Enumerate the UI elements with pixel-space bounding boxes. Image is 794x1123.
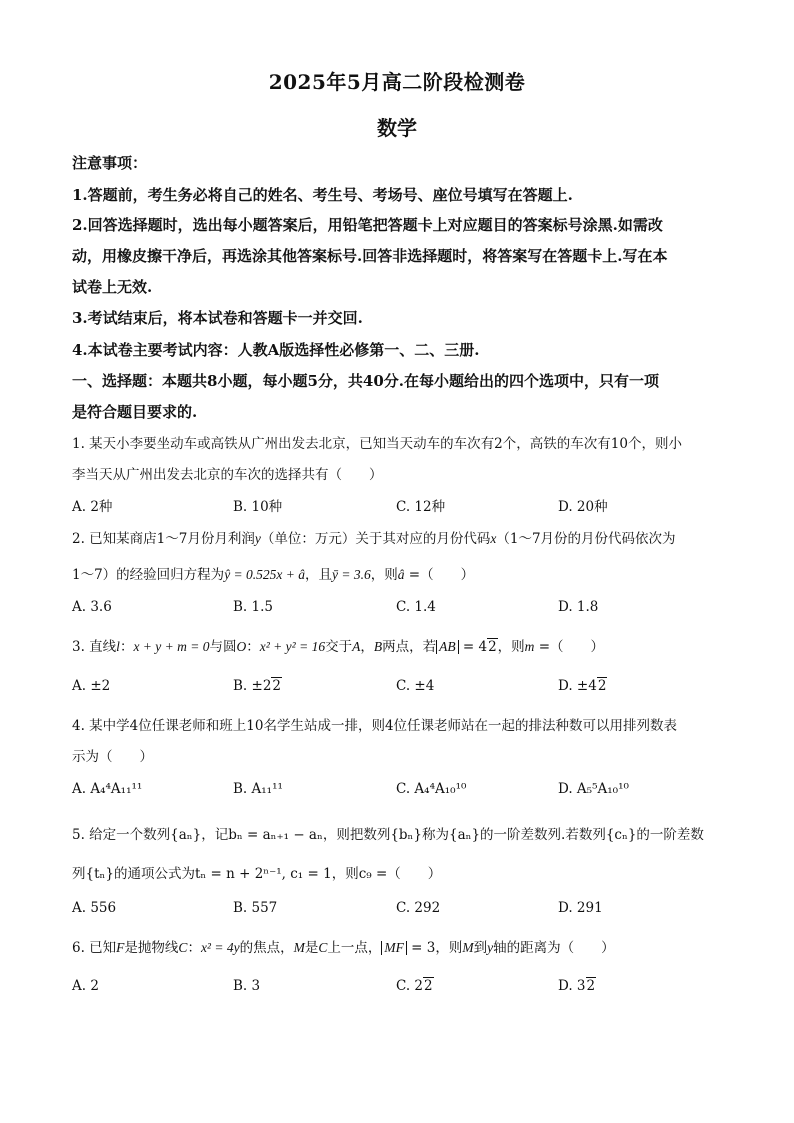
notice-line-1: 1.答题前，考生务必将自己的姓名、考生号、考场号、座位号填写在答题上. xyxy=(72,186,573,204)
q3-option-b: B. ±22 xyxy=(233,678,281,694)
q6-option-a: A. 2 xyxy=(72,978,99,994)
q2-stem-line-1: 2. 已知某商店1～7月份月利润y（单位：万元）关于其对应的月份代码x（1～7月份的月份代码依次为 xyxy=(72,531,676,547)
q5-stem-line-2: 列{tₙ}的通项公式为tₙ = n + 2ⁿ⁻¹, c₁ = 1，则c₉ =（ ） xyxy=(72,866,442,882)
notice-line-4: 4.本试卷主要考试内容：人教A版选择性必修第一、二、三册. xyxy=(72,341,480,359)
q2-option-d: D. 1.8 xyxy=(558,599,599,615)
q3-option-d: D. ±42 xyxy=(558,678,607,694)
section-heading-line-2: 是符合题目要求的. xyxy=(72,403,198,421)
q2-regression-equation: ŷ = 0.525x + â xyxy=(224,567,306,582)
subject-title: 数学 xyxy=(377,116,417,140)
q2-mean-y: ȳ = 3.6 xyxy=(332,567,371,582)
q5-option-c: C. 292 xyxy=(396,900,441,916)
q2-option-c: C. 1.4 xyxy=(396,599,436,615)
q1-option-d: D. 20种 xyxy=(558,499,608,515)
q6-option-c: C. 22 xyxy=(396,978,433,994)
notice-line-3: 3.考试结束后，将本试卷和答题卡一并交回. xyxy=(72,309,363,327)
q1-stem-line-2: 李当天从广州出发去北京的车次的选择共有（ ） xyxy=(72,467,383,483)
q2-option-a: A. 3.6 xyxy=(72,599,112,615)
notice-line-2b: 动，用橡皮擦干净后，再选涂其他答案标号.回答非选择题时，将答案写在答题卡上.写在本 xyxy=(72,247,668,265)
notice-line-2a: 2.回答选择题时，选出每小题答案后，用铅笔把答题卡上对应题目的答案标号涂黑.如需改 xyxy=(72,216,663,234)
q4-option-d: D. A₅⁵A₁₀¹⁰ xyxy=(558,781,629,797)
q3-stem: 3. 直线l：x + y + m = 0与圆O：x² + y² = 16交于A，B两点，若 AB = 42，则m =（ ） xyxy=(72,639,605,655)
q5-option-a: A. 556 xyxy=(72,900,117,916)
q1-option-a: A. 2种 xyxy=(72,499,113,515)
q6-option-b: B. 3 xyxy=(233,978,261,994)
q4-option-b: B. A₁₁¹¹ xyxy=(233,781,283,797)
q1-option-c: C. 12种 xyxy=(396,499,446,515)
q5-option-d: D. 291 xyxy=(558,900,603,916)
q3-option-a: A. ±2 xyxy=(72,678,111,694)
q2-option-b: B. 1.5 xyxy=(233,599,273,615)
section-heading-line-1: 一、选择题：本题共8小题，每小题5分，共40分.在每小题给出的四个选项中，只有一项 xyxy=(72,372,659,390)
q1-stem-line-1: 1. 某天小李要坐动车或高铁从广州出发去北京，已知当天动车的车次有2个，高铁的车次有10个，则小 xyxy=(72,436,682,452)
exam-title: 2025年5月高二阶段检测卷 xyxy=(268,70,526,94)
q1-option-b: B. 10种 xyxy=(233,499,283,515)
q5-option-b: B. 557 xyxy=(233,900,278,916)
notice-heading: 注意事项： xyxy=(72,154,148,172)
q4-option-c: C. A₄⁴A₁₀¹⁰ xyxy=(396,781,467,797)
q3-option-c: C. ±4 xyxy=(396,678,435,694)
q5-stem-line-1: 5. 给定一个数列{aₙ}，记bₙ = aₙ₊₁ − aₙ，则把数列{bₙ}称为{aₙ}的一阶差数列.若数列{cₙ}的一阶差数 xyxy=(72,827,704,843)
q4-stem-line-1: 4. 某中学4位任课老师和班上10名学生站成一排，则4位任课老师站在一起的排法种数可以用排列数表 xyxy=(72,718,678,734)
notice-line-2c: 试卷上无效. xyxy=(72,278,153,296)
q6-option-d: D. 32 xyxy=(558,978,596,994)
q4-option-a: A. A₄⁴A₁₁¹¹ xyxy=(72,781,143,797)
q2-stem-line-2: 1～7）的经验回归方程为ŷ = 0.525x + â，且ȳ = 3.6，则â =（ ） xyxy=(72,567,475,583)
q6-stem: 6. 已知F是抛物线C：x² = 4y的焦点，M是C上一点， MF = 3，则M到y轴的距离为（ ） xyxy=(72,940,615,956)
q4-stem-line-2: 示为（ ） xyxy=(72,749,153,765)
